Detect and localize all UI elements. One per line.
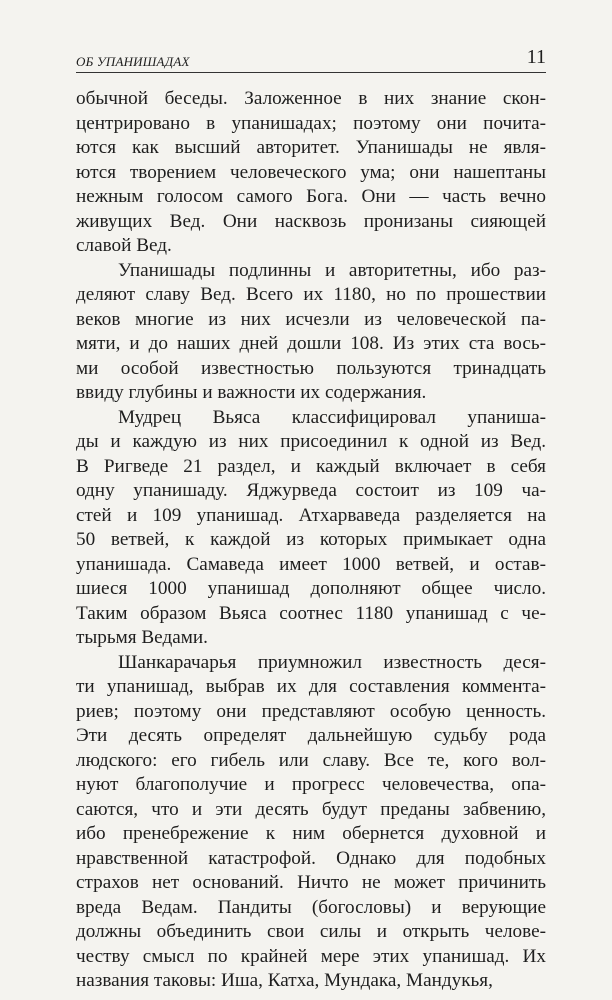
text-line: стей и 109 упанишад. Атхарваведа разделяется на [76, 504, 546, 526]
text-line: Упанишады подлинны и авторитетны, ибо раз- [118, 259, 546, 281]
running-header [76, 40, 546, 74]
text-line: нуют благополучие и прогресс человечества, опа- [76, 774, 546, 795]
paragraph [76, 406, 546, 651]
text-line: веков многие из них исчезли из человеческой па- [76, 308, 546, 330]
text-line: тырьмя Ведами. [76, 627, 208, 648]
header-rule [76, 72, 546, 73]
text-line: нежным голосом самого Бога. Они — часть вечно [76, 186, 546, 207]
text-line: страхов нет оснований. Ничто не может причинить [76, 872, 546, 893]
text-line: ды и каждую из них присоединил к одной из Вед. [76, 431, 546, 452]
text-line: Эти десять определят дальнейшую судьбу рода [76, 725, 546, 746]
page-number: 11 [526, 46, 546, 68]
text-line: обычной беседы. Заложенное в них знание скон- [76, 88, 546, 109]
text-line: риев; поэтому они представляют особую ценность. [76, 700, 546, 722]
text-line: ти упанишад, выбрав их для составления коммента- [76, 676, 546, 697]
text-line: ются творением человеческого ума; они нашептаны [76, 161, 546, 183]
text-line: шиеся 1000 упанишад дополняют общее число. [76, 578, 546, 599]
chapter-title: ОБ УПАНИШАДАХ [76, 54, 190, 69]
text-line: 50 ветвей, к каждой из которых примыкает одна [76, 529, 546, 550]
text-line: Мудрец Вьяса классифицировал упаниша- [118, 406, 546, 428]
paragraph [76, 651, 546, 994]
text-line: должны объединить свои силы и открыть челове- [76, 921, 546, 942]
text-line: названия таковы: Иша, Катха, Мундака, Мандукья, [76, 970, 493, 991]
text-line: саются, что и эти десять будут преданы забвению, [76, 798, 546, 820]
text-line: вреда Ведам. Пандиты (богословы) и верующие [76, 896, 546, 918]
text-line: Таким образом Вьяса соотнес 1180 упанишад с че- [76, 602, 546, 624]
paragraph [76, 259, 546, 406]
text-line: мяти, и до наших дней дошли 108. Из этих ста вось- [76, 333, 546, 354]
text-line: людского: его гибель или славу. Все те, кого вол- [76, 749, 546, 771]
paragraph [76, 87, 546, 259]
text-line: славой Вед. [76, 235, 172, 256]
text-line: центрировано в упанишадах; поэтому они почита- [76, 112, 546, 134]
text-line: нравственной катастрофой. Однако для подобных [76, 847, 546, 869]
text-line: ибо пренебрежение к ним обернется духовной и [76, 823, 546, 844]
text-line: упанишада. Самаведа имеет 1000 ветвей, и остав- [76, 553, 546, 575]
text-line: ми особой известностью пользуются тринадцать [76, 357, 546, 379]
text-line: В Ригведе 21 раздел, и каждый включает в себя [76, 455, 546, 477]
text-line: Шанкарачарья приумножил известность деся- [118, 651, 546, 673]
text-line: честву смысл по крайней мере этих упанишад. Их [76, 945, 546, 967]
text-line: деляют славу Вед. Всего их 1180, но по прошествии [76, 284, 546, 305]
text-line: ввиду глубины и важности их содержания. [76, 382, 427, 403]
text-line: ются как высший авторитет. Упанишады не явля- [76, 137, 546, 158]
text-line: одну упанишаду. Яджурведа состоит из 109 ча- [76, 480, 546, 501]
body-text [76, 87, 546, 994]
text-line: живущих Вед. Они насквозь пронизаны сияющей [76, 210, 546, 232]
